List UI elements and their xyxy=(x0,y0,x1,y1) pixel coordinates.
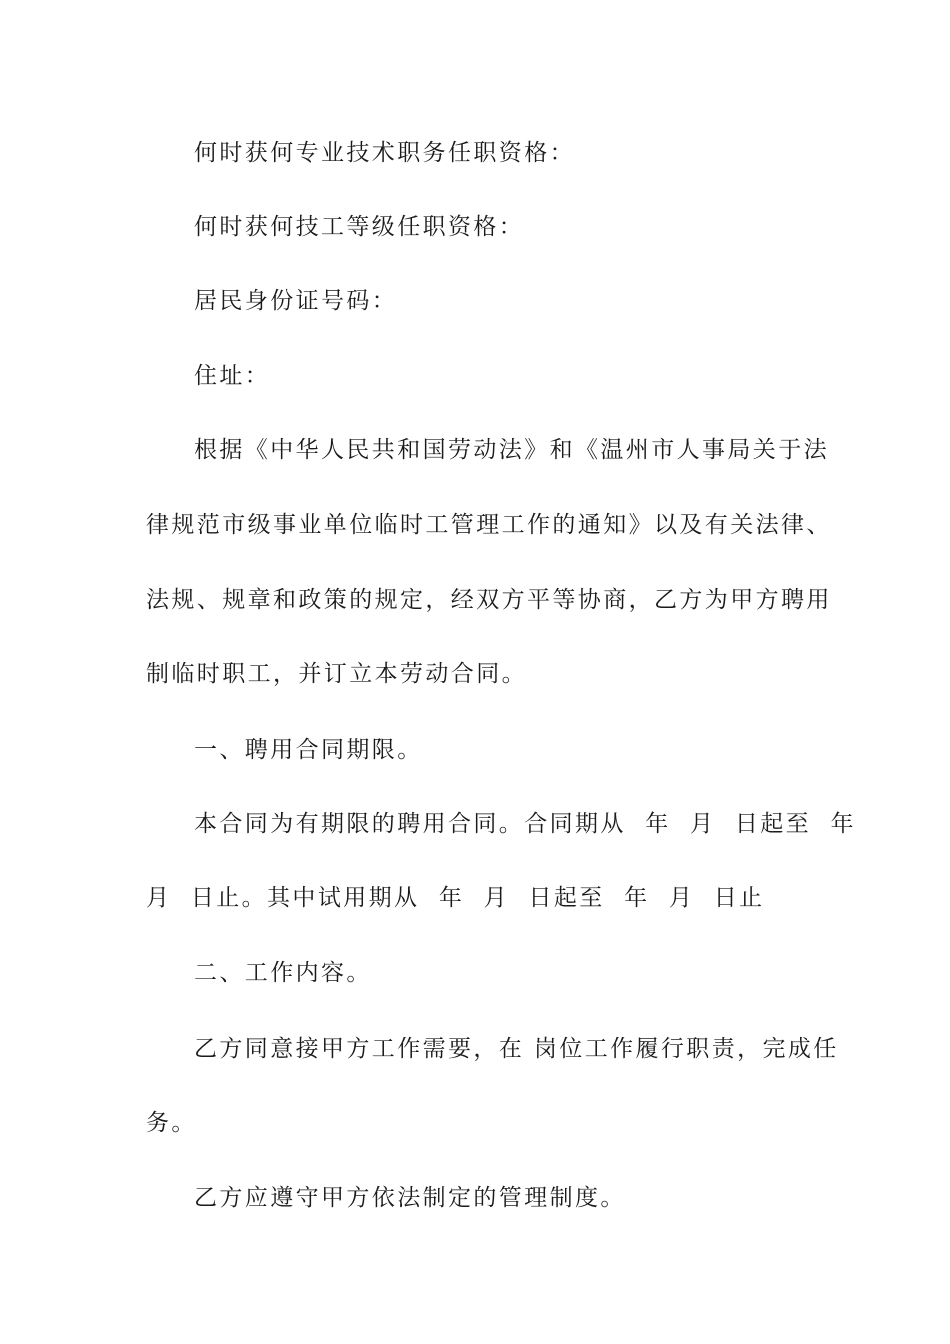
paragraph-line: 何时获何技工等级任职资格： xyxy=(194,214,525,240)
paragraph-line: 务。 xyxy=(146,1110,197,1136)
paragraph-line: 居民身份证号码： xyxy=(194,288,398,314)
paragraph-line: 律规范市级事业单位临时工管理工作的通知》以及有关法律、 xyxy=(146,512,832,538)
section-heading: 一、聘用合同期限。 xyxy=(194,737,423,763)
paragraph-line: 乙方同意接甲方工作需要，在 岗位工作履行职责，完成任 xyxy=(194,1036,839,1062)
paragraph-line: 何时获何专业技术职务任职资格： xyxy=(194,140,575,166)
paragraph-line: 月 日止。其中试用期从 年 月 日起至 年 月 日止 xyxy=(146,885,765,911)
paragraph-line: 本合同为有期限的聘用合同。合同期从 年 月 日起至 年 xyxy=(194,811,856,837)
paragraph-line: 制临时职工，并订立本劳动合同。 xyxy=(146,661,527,687)
paragraph-line: 乙方应遵守甲方依法制定的管理制度。 xyxy=(194,1185,626,1211)
paragraph-line: 根据《中华人民共和国劳动法》和《温州市人事局关于法 xyxy=(194,437,829,463)
paragraph-line: 住址： xyxy=(194,363,271,389)
paragraph-line: 法规、规章和政策的规定，经双方平等协商，乙方为甲方聘用 xyxy=(146,587,832,613)
section-heading: 二、工作内容。 xyxy=(194,960,372,986)
